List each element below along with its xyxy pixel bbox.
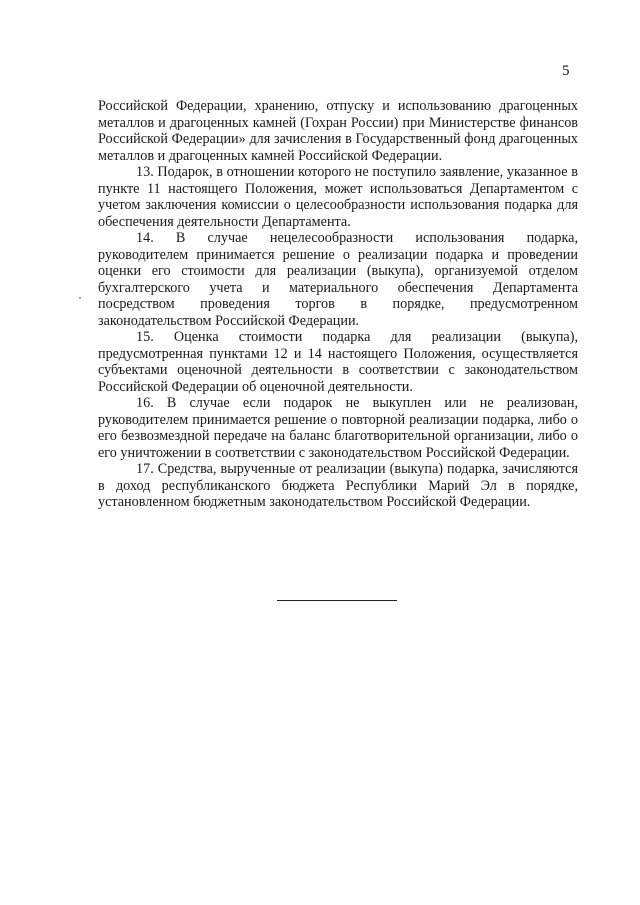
paragraph-13: 13. Подарок, в отношении которого не поступило заявление, указанное в пункте 11 настоящего Положения, может использоваться Департаментом с учетом заключения комиссии о целесообразности использования подарка для обеспечения деятельности Департамента.: [98, 164, 578, 230]
paragraph-15: 15. Оценка стоимости подарка для реализации (выкупа), предусмотренная пунктами 12 и 14 настоящего Положения, осуществляется субъектами оценочной деятельности в соответствии с законодательством Российской Федерации об оценочной деятельности.: [98, 329, 578, 395]
scan-speck: [79, 297, 81, 299]
paragraph-17: 17. Средства, вырученные от реализации (выкупа) подарка, зачисляются в доход республиканского бюджета Республики Марий Эл в порядке, установленном бюджетным законодательством Российской Федерации.: [98, 461, 578, 510]
end-of-document-separator: [277, 600, 397, 601]
paragraph-16: 16. В случае если подарок не выкуплен или не реализован, руководителем принимается решение о повторной реализации подарка, либо о его безвозмездной передаче на баланс благотворительной организации, либо о его уничтожении в соответствии с законодательством Российской Федерации.: [98, 395, 578, 461]
paragraph-continuation: Российской Федерации, хранению, отпуску и использованию драгоценных металлов и драгоценных камней (Гохран России) при Министерстве финансов Российской Федерации» для зачисления в Государственный фонд драгоценных металлов и драгоценных камней Российской Федерации.: [98, 98, 578, 164]
paragraph-14: 14. В случае нецелесообразности использования подарка, руководителем принимается решение о реализации подарка и проведении оценки его стоимости для реализации (выкупа), организуемой отделом бухгалтерского учета и материального обеспечения Департамента посредством проведения торгов в порядке, предусмотренном законодательством Российской Федерации.: [98, 230, 578, 329]
document-body: [98, 98, 578, 511]
page-number: 5: [562, 63, 570, 79]
